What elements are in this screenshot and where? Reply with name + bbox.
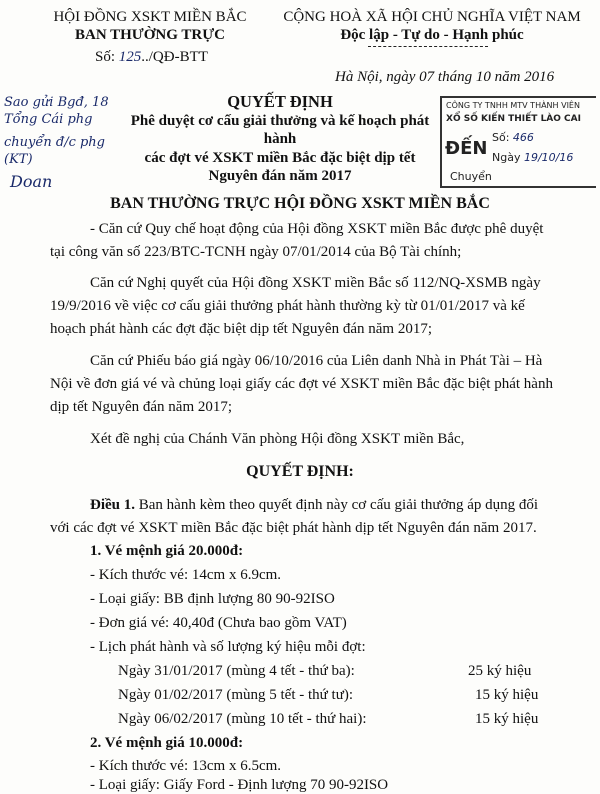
org-unit: BAN THƯỜNG TRỰC [74, 27, 225, 43]
motto-underline [368, 46, 488, 47]
handwritten-signature: Doan [10, 172, 53, 191]
schedule-count-2: 15 ký hiệu [475, 687, 539, 703]
schedule-date-1: Ngày 31/01/2017 (mùng 4 tết - thứ ba): [118, 663, 355, 679]
stamp-so-label: Số: [492, 131, 510, 144]
doc-subtitle-2: các đợt vé XSKT miền Bắc đặc biệt dịp tết Nguyên đán năm 2017 [144, 150, 416, 184]
doc-number [95, 48, 208, 66]
section-1-size: - Kích thước vé: 14cm x 6.9cm. [90, 567, 282, 583]
schedule-date-3: Ngày 06/02/2017 (mùng 10 tết - thứ hai): [118, 711, 367, 727]
basis-3-line-1: Căn cứ Phiếu báo giá ngày 06/10/2016 của Liên danh Nhà in Phát Tài – Hà [90, 353, 543, 369]
basis-3-line-3: dịp tết Nguyên đán năm 2017; [50, 399, 233, 415]
org-name: HỘI ĐỒNG XSKT MIỀN BẮC [53, 9, 247, 25]
section-1-price: - Đơn giá vé: 40,40đ (Chưa bao gồm VAT) [90, 615, 347, 631]
nation-title: CỘNG HOÀ XÃ HỘI CHỦ NGHĨA VIỆT NAM [283, 9, 581, 25]
handwritten-note-2: chuyển đ/c phg (KT) [4, 135, 106, 167]
doc-subtitle-1: Phê duyệt cơ cấu giải thưởng và kế hoạch phát hành [130, 113, 430, 147]
stamp-ngay [492, 150, 573, 166]
stamp-company-2: XỔ SỐ KIẾN THIẾT LÀO CAI [446, 114, 581, 124]
received-stamp [440, 96, 596, 188]
stamp-company-1: CÔNG TY TNHH MTV THÀNH VIÊN [446, 101, 580, 110]
place-date: Hà Nội, ngày 07 tháng 10 năm 2016 [335, 69, 555, 85]
section-2-size: - Kích thước vé: 13cm x 6.5cm. [90, 758, 282, 774]
section-2-paper: - Loại giấy: Giấy Ford - Định lượng 70 90-92ISO [90, 777, 389, 793]
article-1-label: Điều 1. [90, 497, 135, 513]
article-1-text: Ban hành kèm theo quyết định này cơ cấu giải thưởng áp dụng đối [138, 497, 539, 513]
section-2-heading: 2. Vé mệnh giá 10.000đ: [90, 735, 244, 751]
doc-title: QUYẾT ĐỊNH [227, 92, 333, 111]
stamp-den: ĐẾN [445, 138, 488, 159]
basis-3-line-2: Nội về đơn giá vé và chủng loại giấy các đợt vé XSKT miền Bắc đặc biệt phát hành [50, 376, 553, 392]
stamp-ngay-label: Ngày [492, 151, 521, 164]
basis-2-line-3: hoạch phát hành các đợt đặc biệt dịp tết Nguyên đán năm 2017; [50, 321, 432, 337]
decision-heading: QUYẾT ĐỊNH: [246, 463, 354, 480]
basis-1-line-1: - Căn cứ Quy chế hoạt động của Hội đồng XSKT miền Bắc được phê duyệt [90, 221, 544, 237]
stamp-so [492, 130, 534, 146]
stamp-so-value: 466 [512, 131, 534, 144]
motto: Độc lập - Tự do - Hạnh phúc [340, 27, 524, 43]
basis-2-line-1: Căn cứ Nghị quyết của Hội đồng XSKT miền Bắc số 112/NQ-XSMB ngày [90, 275, 541, 291]
section-1-paper: - Loại giấy: BB định lượng 80 90-92ISO [90, 591, 335, 607]
handwritten-note-1: Sao gửi Bgđ, 18 Tổng Cái phg [4, 95, 109, 127]
article-1-line-2: với các đợt vé XSKT miền Bắc đặc biệt phát hành dịp tết Nguyên đán năm 2017. [50, 520, 537, 536]
basis-4: Xét đề nghị của Chánh Văn phòng Hội đồng XSKT miền Bắc, [90, 431, 465, 447]
section-1-heading: 1. Vé mệnh giá 20.000đ: [90, 543, 244, 559]
issuing-authority: BAN THƯỜNG TRỰC HỘI ĐỒNG XSKT MIỀN BẮC [110, 195, 490, 212]
schedule-count-1: 25 ký hiệu [468, 663, 532, 679]
schedule-count-3: 15 ký hiệu [475, 711, 539, 727]
basis-2-line-2: 19/9/2016 về việc cơ cấu giải thưởng phát hành thường kỳ từ 01/01/2017 và kế [50, 298, 525, 314]
doc-number-prefix: Số: [95, 49, 116, 65]
stamp-chuyen: Chuyển [450, 170, 492, 183]
doc-number-handwritten: 125 [118, 49, 142, 65]
basis-1-line-2: tại công văn số 223/BTC-TCNH ngày 07/01/2014 của Bộ Tài chính; [50, 244, 462, 260]
schedule-date-2: Ngày 01/02/2017 (mùng 5 tết - thứ tư): [118, 687, 353, 703]
article-1-line-1 [90, 496, 538, 514]
doc-number-suffix: ../QĐ-BTT [141, 49, 208, 65]
section-1-schedule-label: - Lịch phát hành và số lượng ký hiệu mỗi đợt: [90, 639, 366, 655]
stamp-ngay-value: 19/10/16 [523, 151, 574, 164]
